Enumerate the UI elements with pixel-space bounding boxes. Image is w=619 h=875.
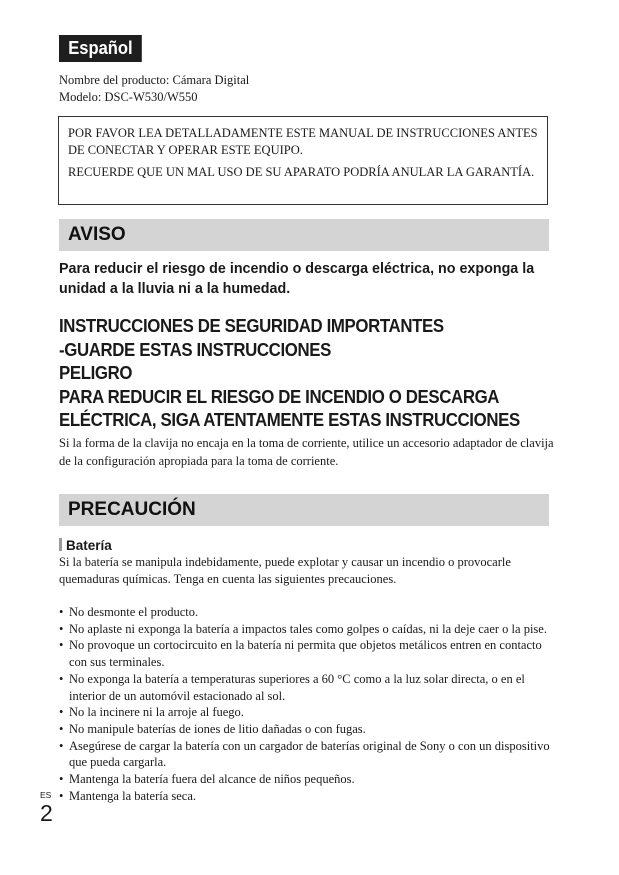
aviso-banner: AVISO — [59, 219, 549, 251]
subsection-battery — [59, 537, 112, 555]
important-heading-line: -GUARDE ESTAS INSTRUCCIONES — [59, 338, 331, 360]
list-item: • No exponga la batería a temperaturas superiores a 60 °C como a la luz solar directa, o en el interior de un automóvil estacionado al sol. — [59, 671, 554, 704]
notice-paragraph-1: POR FAVOR LEA DETALLADAMENTE ESTE MANUAL DE INSTRUCCIONES ANTES DE CONECTAR Y OPERAR ESTE EQUIPO. — [68, 126, 538, 157]
product-model-line: Modelo: DSC-W530/W550 — [59, 90, 198, 104]
list-item: • No desmonte el producto. — [59, 604, 554, 621]
notice-paragraph-2: RECUERDE QUE UN MAL USO DE SU APARATO PODRÍA ANULAR LA GARANTÍA. — [68, 165, 535, 179]
product-info — [59, 72, 249, 106]
list-item: • No provoque un cortocircuito en la batería ni permita que objetos metálicos entren en contacto con sus terminales. — [59, 637, 554, 670]
precaucion-banner: PRECAUCIÓN — [59, 494, 549, 526]
plug-text: Si la forma de la clavija no encaja en la toma de corriente, utilice un accesorio adaptador de clavija de la configuración apropiada para la toma de corriente. — [59, 436, 554, 468]
list-item: • Mantenga la batería seca. — [59, 788, 554, 805]
product-name-line: Nombre del producto: Cámara Digital — [59, 73, 250, 87]
list-item: • Mantenga la batería fuera del alcance de niños pequeños. — [59, 771, 554, 788]
page-number: 2 — [40, 800, 53, 826]
important-heading-line: ELÉCTRICA, SIGA ATENTAMENTE ESTAS INSTRUCCIONES — [59, 409, 520, 430]
important-heading — [59, 314, 559, 432]
subsection-marker — [59, 538, 62, 551]
notice-box — [58, 116, 548, 205]
list-item: • No la incinere ni la arroje al fuego. — [59, 704, 554, 721]
list-item: • Asegúrese de cargar la batería con un cargador de baterías original de Sony o con un dispositivo que pueda cargarla. — [59, 738, 554, 771]
aviso-text: Para reducir el riesgo de incendio o descarga eléctrica, no exponga la unidad a la lluvia ni a la humedad. — [59, 261, 535, 297]
important-heading-line: PARA REDUCIR EL RIESGO DE INCENDIO O DESCARGA — [59, 385, 500, 407]
subsection-battery-title: Batería — [66, 538, 112, 553]
list-item: • No aplaste ni exponga la batería a impactos tales como golpes o caídas, ni la deje caer o la pise. — [59, 621, 554, 638]
page-language-code: ES — [40, 790, 52, 800]
battery-intro: Si la batería se manipula indebidamente, puede explotar y causar un incendio o provocarle quemaduras químicas. Tenga en cuenta las siguientes precauciones. — [59, 555, 511, 586]
list-item: • No manipule baterías de iones de litio dañadas o con fugas. — [59, 721, 554, 738]
important-heading-line: PELIGRO — [59, 362, 133, 383]
language-badge: Español — [59, 35, 142, 62]
important-heading-line: INSTRUCCIONES DE SEGURIDAD IMPORTANTES — [59, 315, 444, 336]
battery-precautions-list — [59, 604, 554, 804]
